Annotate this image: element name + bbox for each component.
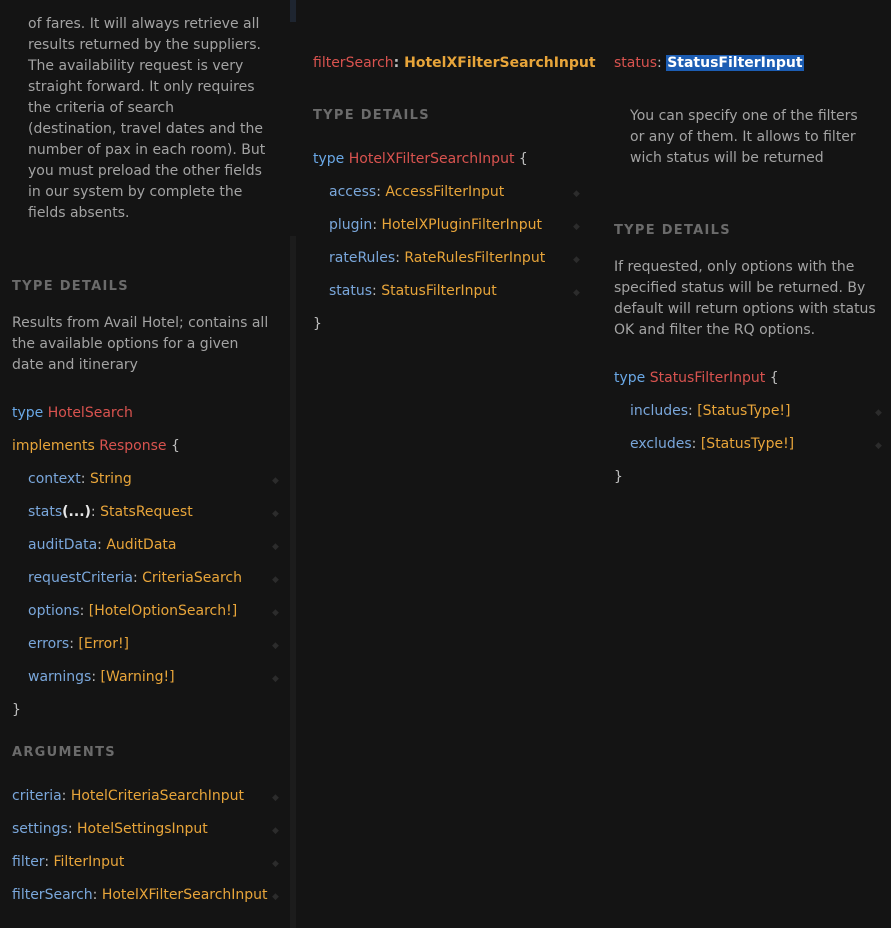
type-details-header: TYPE DETAILS [614, 223, 731, 238]
type-keyword: type [313, 151, 345, 167]
argument-row[interactable]: criteria: HotelCriteriaSearchInput [12, 788, 245, 804]
argument-type-link[interactable]: HotelXFilterSearchInput [101, 887, 268, 903]
argument-name[interactable]: settings [12, 821, 68, 837]
row-indicator-icon: ◆ [875, 408, 882, 418]
field-row[interactable]: context: String [28, 471, 132, 487]
selected-field-title: filterSearch: HotelXFilterSearchInput [313, 55, 596, 71]
row-indicator-icon: ◆ [272, 859, 279, 869]
argument-type-link[interactable]: HotelCriteriaSearchInput [70, 788, 245, 804]
field-name[interactable]: auditData [28, 537, 98, 553]
type-definition [12, 403, 133, 423]
field-type-link[interactable]: HotelXPluginFilterInput [381, 217, 542, 233]
row-indicator-icon: ◆ [272, 674, 279, 684]
field-name[interactable]: excludes [630, 436, 692, 452]
selected-field-name: status [614, 55, 658, 71]
argument-type-link[interactable]: HotelSettingsInput [77, 821, 208, 837]
type-keyword: type [614, 370, 646, 386]
field-name[interactable]: stats [28, 504, 63, 520]
field-row[interactable]: warnings: [Warning!] [28, 669, 175, 685]
field-name[interactable]: errors [28, 636, 70, 652]
argument-name[interactable]: filterSearch [12, 887, 93, 903]
type-definition [614, 368, 779, 388]
row-indicator-icon: ◆ [272, 826, 279, 836]
field-type-link[interactable]: [HotelOptionSearch!] [88, 603, 238, 619]
type-description: If requested, only options with the specified status will be returned. By default will return options with status OK and filter the RQ options. [614, 259, 876, 338]
field-description: You can specify one of the filters or any of them. It allows to filter wich status will be returned [630, 108, 858, 166]
field-row[interactable]: status: StatusFilterInput [329, 283, 497, 299]
argument-row[interactable]: filterSearch: HotelXFilterSearchInput [12, 887, 268, 903]
argument-row[interactable]: filter: FilterInput [12, 854, 125, 870]
implements-keyword: implements [12, 438, 95, 454]
field-row[interactable]: rateRules: RateRulesFilterInput [329, 250, 546, 266]
field-type-link[interactable]: [StatusType!] [700, 436, 795, 452]
field-name[interactable]: includes [630, 403, 689, 419]
field-type-link[interactable]: StatusFilterInput [381, 283, 497, 299]
field-name[interactable]: plugin [329, 217, 373, 233]
close-brace: } [614, 469, 623, 485]
field-row[interactable]: requestCriteria: CriteriaSearch [28, 570, 242, 586]
close-brace: } [12, 702, 21, 718]
field-name[interactable]: requestCriteria [28, 570, 133, 586]
row-indicator-icon: ◆ [573, 288, 580, 298]
type-keyword: type [12, 405, 44, 421]
type-description: Results from Avail Hotel; contains all the available options for a given date and itinerary [12, 315, 269, 373]
implements-type-link[interactable]: Response [99, 438, 167, 454]
argument-type-link[interactable]: FilterInput [53, 854, 125, 870]
row-indicator-icon: ◆ [272, 575, 279, 585]
row-indicator-icon: ◆ [875, 441, 882, 451]
field-row[interactable]: access: AccessFilterInput [329, 184, 505, 200]
field-type-link[interactable]: [Error!] [78, 636, 130, 652]
field-type-link[interactable]: AuditData [106, 537, 177, 553]
field-row[interactable]: auditData: AuditData [28, 537, 177, 553]
field-name[interactable]: warnings [28, 669, 92, 685]
row-indicator-icon: ◆ [573, 222, 580, 232]
field-name[interactable]: access [329, 184, 377, 200]
type-details-header: TYPE DETAILS [12, 279, 129, 294]
row-indicator-icon: ◆ [573, 189, 580, 199]
argument-row[interactable]: settings: HotelSettingsInput [12, 821, 208, 837]
row-indicator-icon: ◆ [272, 892, 279, 902]
field-type-link[interactable]: [Warning!] [100, 669, 175, 685]
type-definition [313, 149, 528, 169]
field-name[interactable]: options [28, 603, 80, 619]
left-doc-column [0, 0, 290, 928]
selected-field-name: filterSearch [313, 55, 394, 71]
field-row[interactable]: includes: [StatusType!] [630, 403, 791, 419]
middle-doc-column [296, 0, 597, 928]
selected-field-type-link[interactable]: HotelXFilterSearchInput [404, 55, 596, 71]
close-brace: } [313, 316, 322, 332]
field-args[interactable]: (...) [62, 504, 91, 520]
field-type-link[interactable]: String [89, 471, 132, 487]
type-name-link[interactable]: HotelSearch [47, 405, 133, 421]
field-name[interactable]: context [28, 471, 81, 487]
row-indicator-icon: ◆ [272, 608, 279, 618]
field-type-link[interactable]: RateRulesFilterInput [404, 250, 546, 266]
right-doc-column [597, 0, 891, 928]
selected-field-title: status: StatusFilterInput [614, 55, 803, 71]
row-indicator-icon: ◆ [272, 476, 279, 486]
row-indicator-icon: ◆ [272, 641, 279, 651]
row-indicator-icon: ◆ [272, 509, 279, 519]
field-row[interactable]: excludes: [StatusType!] [630, 436, 795, 452]
arguments-header: ARGUMENTS [12, 745, 116, 760]
open-brace: { [170, 438, 180, 454]
implements-line [12, 436, 180, 456]
field-type-link[interactable]: [StatusType!] [697, 403, 791, 419]
row-indicator-icon: ◆ [272, 793, 279, 803]
argument-name[interactable]: criteria [12, 788, 62, 804]
field-row[interactable]: plugin: HotelXPluginFilterInput [329, 217, 542, 233]
selected-field-type-highlight[interactable]: StatusFilterInput [667, 55, 803, 71]
field-row[interactable]: options: [HotelOptionSearch!] [28, 603, 238, 619]
row-indicator-icon: ◆ [573, 255, 580, 265]
open-brace: { [518, 151, 528, 167]
type-name-link[interactable]: StatusFilterInput [649, 370, 766, 386]
field-type-link[interactable]: AccessFilterInput [385, 184, 505, 200]
open-brace: { [769, 370, 779, 386]
type-details-header: TYPE DETAILS [313, 108, 430, 123]
argument-name[interactable]: filter [12, 854, 45, 870]
type-name-link[interactable]: HotelXFilterSearchInput [348, 151, 515, 167]
field-name[interactable]: status [329, 283, 373, 299]
field-row[interactable]: errors: [Error!] [28, 636, 130, 652]
field-name[interactable]: rateRules [329, 250, 396, 266]
row-indicator-icon: ◆ [272, 542, 279, 552]
field-type-link[interactable]: CriteriaSearch [142, 570, 242, 586]
field-row[interactable]: stats(...): StatsRequest [28, 504, 193, 520]
field-type-link[interactable]: StatsRequest [100, 504, 193, 520]
query-description: of fares. It will always retrieve all results returned by the suppliers. The availability request is very straight forward. It only requires the criteria of search (destination, travel dates and the number of pax in each room). But you must preload the other fields in our system by complete the fields absents. [28, 16, 266, 221]
